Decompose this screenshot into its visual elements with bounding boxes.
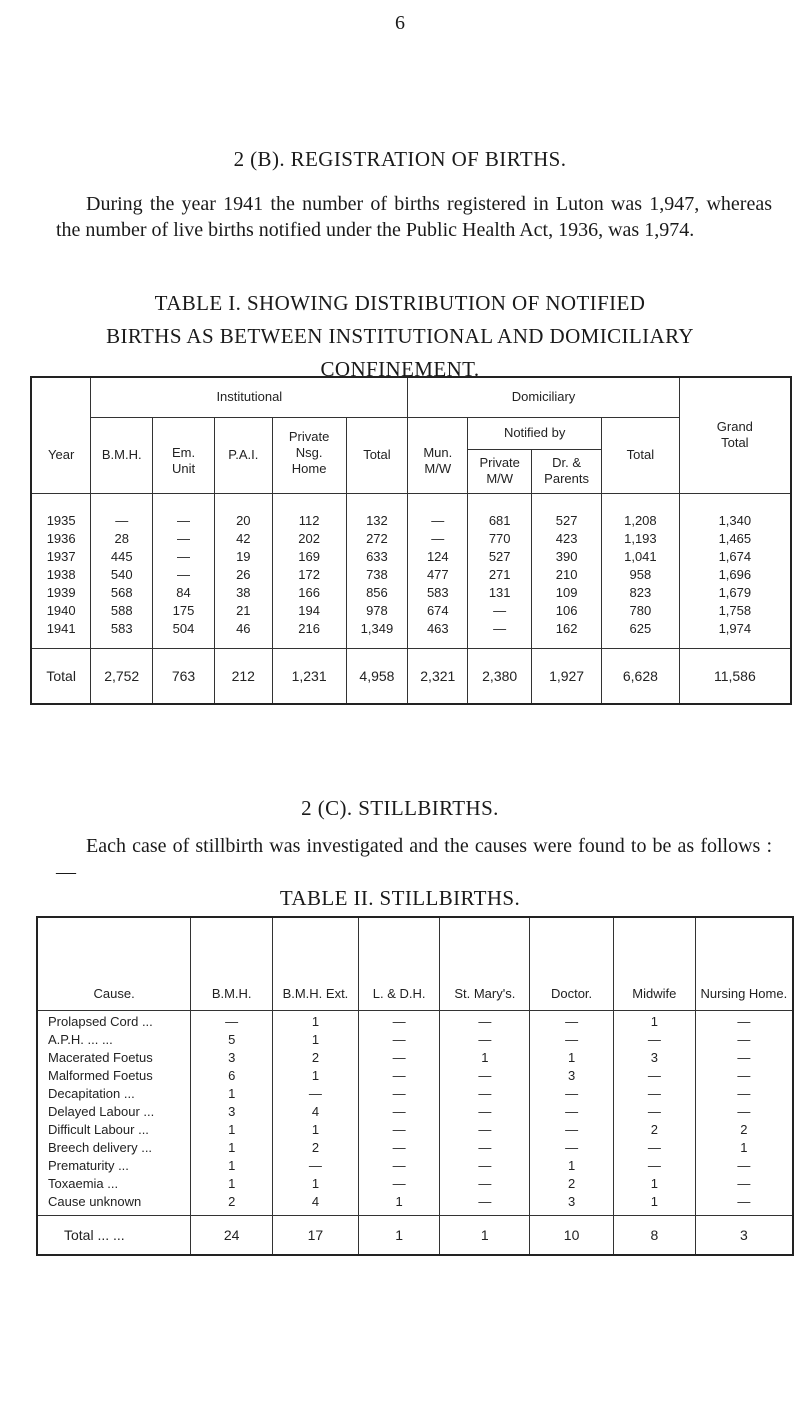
table-births-distribution <box>30 376 792 705</box>
table-row <box>37 1011 793 1032</box>
cell-year: 1937 <box>31 548 91 566</box>
header-bmh-ext: B.M.H. Ext. <box>273 917 359 1011</box>
cell-year: 1939 <box>31 584 91 602</box>
cell-bmh-ext: 1 <box>273 1175 359 1193</box>
cell-cause: A.P.H. ... ... <box>37 1031 191 1049</box>
cell-bmh: 1 <box>191 1157 273 1175</box>
cell-inst-total: 633 <box>346 548 408 566</box>
cell-pai: 26 <box>214 566 272 584</box>
cell-l-and-dh: — <box>358 1067 440 1085</box>
table-row <box>37 1067 793 1085</box>
cell-bmh: 1 <box>191 1139 273 1157</box>
cell-doctor: — <box>530 1085 614 1103</box>
cell-dom-total: 1,041 <box>602 548 680 566</box>
cell-bmh-ext: 4 <box>273 1103 359 1121</box>
cell-mun-mw: 124 <box>408 548 468 566</box>
cell-l-and-dh: — <box>358 1085 440 1103</box>
table-row <box>31 602 791 620</box>
cell-bmh: 28 <box>91 530 153 548</box>
cell-private-nsg-home: 202 <box>272 530 346 548</box>
cell-bmh: 445 <box>91 548 153 566</box>
cell-grand-total: 1,696 <box>679 566 791 584</box>
cell-grand-total: 1,974 <box>679 620 791 649</box>
total-bmh-ext: 17 <box>273 1216 359 1256</box>
total-em-unit: 763 <box>153 648 215 704</box>
cell-st-marys: — <box>440 1175 530 1193</box>
total-dom-total: 6,628 <box>602 648 680 704</box>
cell-st-marys: — <box>440 1085 530 1103</box>
total-grand-total: 11,586 <box>679 648 791 704</box>
total-doctor: 10 <box>530 1216 614 1256</box>
total-mun-mw: 2,321 <box>408 648 468 704</box>
cell-cause: Toxaemia ... <box>37 1175 191 1193</box>
cell-midwife: — <box>613 1139 695 1157</box>
cell-inst-total: 856 <box>346 584 408 602</box>
table-stillbirths <box>36 916 794 1256</box>
cell-year: 1936 <box>31 530 91 548</box>
header-dr-parents: Dr. & Parents <box>532 449 602 493</box>
cell-nursing-home: — <box>695 1157 793 1175</box>
total-cause: Total ... ... <box>37 1216 191 1256</box>
cell-doctor: — <box>530 1031 614 1049</box>
total-bmh: 2,752 <box>91 648 153 704</box>
cell-bmh: 3 <box>191 1049 273 1067</box>
cell-midwife: — <box>613 1031 695 1049</box>
cell-year: 1938 <box>31 566 91 584</box>
header-doctor: Doctor. <box>530 917 614 1011</box>
cell-nursing-home: — <box>695 1085 793 1103</box>
cell-bmh: 568 <box>91 584 153 602</box>
cell-bmh-ext: 1 <box>273 1121 359 1139</box>
table-row <box>37 1049 793 1067</box>
cell-year: 1935 <box>31 493 91 530</box>
total-year: Total <box>31 648 91 704</box>
cell-mun-mw: 674 <box>408 602 468 620</box>
cell-grand-total: 1,674 <box>679 548 791 566</box>
total-inst-total: 4,958 <box>346 648 408 704</box>
cell-bmh-ext: 2 <box>273 1049 359 1067</box>
cell-st-marys: — <box>440 1103 530 1121</box>
total-l-and-dh: 1 <box>358 1216 440 1256</box>
cell-bmh: 588 <box>91 602 153 620</box>
cell-bmh-ext: 1 <box>273 1031 359 1049</box>
cell-cause: Delayed Labour ... <box>37 1103 191 1121</box>
header-domiciliary: Domiciliary <box>408 377 679 417</box>
cell-private-mw: 131 <box>468 584 532 602</box>
total-private-nsg-home: 1,231 <box>272 648 346 704</box>
table2-total-row <box>37 1216 793 1256</box>
cell-mun-mw: 583 <box>408 584 468 602</box>
total-private-mw: 2,380 <box>468 648 532 704</box>
cell-cause: Breech delivery ... <box>37 1139 191 1157</box>
cell-doctor: 3 <box>530 1067 614 1085</box>
cell-st-marys: — <box>440 1067 530 1085</box>
cell-pai: 38 <box>214 584 272 602</box>
cell-inst-total: 738 <box>346 566 408 584</box>
header-mun-mw: Mun. M/W <box>408 417 468 493</box>
table-row <box>37 1175 793 1193</box>
cell-private-mw: 770 <box>468 530 532 548</box>
cell-year: 1940 <box>31 602 91 620</box>
cell-nursing-home: 1 <box>695 1139 793 1157</box>
cell-bmh: 2 <box>191 1193 273 1216</box>
cell-doctor: — <box>530 1011 614 1032</box>
cell-bmh-ext: 4 <box>273 1193 359 1216</box>
cell-l-and-dh: — <box>358 1011 440 1032</box>
table1-title-line-3: CONFINEMENT. <box>320 357 480 381</box>
cell-l-and-dh: — <box>358 1121 440 1139</box>
cell-mun-mw: — <box>408 493 468 530</box>
cell-cause: Macerated Foetus <box>37 1049 191 1067</box>
header-dom-total: Total <box>602 417 680 493</box>
section-c-heading: 2 (C). STILLBIRTHS. <box>301 796 499 820</box>
header-inst-total: Total <box>346 417 408 493</box>
cell-cause: Prematurity ... <box>37 1157 191 1175</box>
cell-grand-total: 1,758 <box>679 602 791 620</box>
cell-bmh: — <box>91 493 153 530</box>
cell-grand-total: 1,465 <box>679 530 791 548</box>
total-dr-parents: 1,927 <box>532 648 602 704</box>
cell-dom-total: 1,193 <box>602 530 680 548</box>
cell-doctor: — <box>530 1103 614 1121</box>
cell-midwife: 1 <box>613 1175 695 1193</box>
cell-l-and-dh: — <box>358 1031 440 1049</box>
cell-l-and-dh: — <box>358 1157 440 1175</box>
cell-em-unit: — <box>153 493 215 530</box>
cell-midwife: — <box>613 1103 695 1121</box>
cell-cause: Difficult Labour ... <box>37 1121 191 1139</box>
cell-dr-parents: 527 <box>532 493 602 530</box>
cell-dom-total: 823 <box>602 584 680 602</box>
cell-nursing-home: — <box>695 1193 793 1216</box>
cell-bmh-ext: — <box>273 1157 359 1175</box>
cell-em-unit: 504 <box>153 620 215 649</box>
header-year: Year <box>31 377 91 493</box>
cell-private-nsg-home: 166 <box>272 584 346 602</box>
header-grand-total: Grand Total <box>679 377 791 493</box>
cell-cause: Decapitation ... <box>37 1085 191 1103</box>
cell-dr-parents: 423 <box>532 530 602 548</box>
cell-st-marys: — <box>440 1121 530 1139</box>
header-cause: Cause. <box>37 917 191 1011</box>
cell-pai: 20 <box>214 493 272 530</box>
cell-midwife: 1 <box>613 1193 695 1216</box>
cell-midwife: — <box>613 1067 695 1085</box>
cell-private-nsg-home: 216 <box>272 620 346 649</box>
cell-nursing-home: — <box>695 1011 793 1032</box>
cell-doctor: — <box>530 1139 614 1157</box>
table-row <box>37 1157 793 1175</box>
cell-dom-total: 1,208 <box>602 493 680 530</box>
total-pai: 212 <box>214 648 272 704</box>
cell-dom-total: 958 <box>602 566 680 584</box>
header-bmh: B.M.H. <box>191 917 273 1011</box>
cell-em-unit: — <box>153 566 215 584</box>
table-row <box>37 1031 793 1049</box>
section-c-paragraph: Each case of stillbirth was investigated and the causes were found to be as follows :— <box>56 835 772 883</box>
cell-inst-total: 272 <box>346 530 408 548</box>
cell-private-nsg-home: 169 <box>272 548 346 566</box>
cell-private-mw: 681 <box>468 493 532 530</box>
cell-cause: Malformed Foetus <box>37 1067 191 1085</box>
cell-private-mw: — <box>468 620 532 649</box>
table-row <box>31 566 791 584</box>
cell-nursing-home: 2 <box>695 1121 793 1139</box>
header-midwife: Midwife <box>613 917 695 1011</box>
cell-dr-parents: 109 <box>532 584 602 602</box>
cell-mun-mw: 477 <box>408 566 468 584</box>
cell-dr-parents: 210 <box>532 566 602 584</box>
table-row <box>37 1193 793 1216</box>
header-institutional: Institutional <box>91 377 408 417</box>
table-row <box>37 1085 793 1103</box>
header-pai: P.A.I. <box>214 417 272 493</box>
cell-bmh: 540 <box>91 566 153 584</box>
cell-st-marys: — <box>440 1031 530 1049</box>
cell-bmh-ext: 2 <box>273 1139 359 1157</box>
table-row <box>37 1103 793 1121</box>
cell-doctor: 2 <box>530 1175 614 1193</box>
cell-cause: Prolapsed Cord ... <box>37 1011 191 1032</box>
total-bmh: 24 <box>191 1216 273 1256</box>
table-row <box>31 530 791 548</box>
cell-dr-parents: 390 <box>532 548 602 566</box>
cell-l-and-dh: — <box>358 1175 440 1193</box>
total-midwife: 8 <box>613 1216 695 1256</box>
header-bmh: B.M.H. <box>91 417 153 493</box>
cell-dr-parents: 162 <box>532 620 602 649</box>
cell-midwife: — <box>613 1157 695 1175</box>
cell-st-marys: 1 <box>440 1049 530 1067</box>
cell-mun-mw: 463 <box>408 620 468 649</box>
cell-private-mw: 527 <box>468 548 532 566</box>
cell-em-unit: 84 <box>153 584 215 602</box>
cell-pai: 42 <box>214 530 272 548</box>
cell-st-marys: — <box>440 1139 530 1157</box>
cell-l-and-dh: — <box>358 1139 440 1157</box>
cell-inst-total: 978 <box>346 602 408 620</box>
cell-private-nsg-home: 172 <box>272 566 346 584</box>
cell-bmh: 1 <box>191 1121 273 1139</box>
cell-st-marys: — <box>440 1157 530 1175</box>
header-private-mw: Private M/W <box>468 449 532 493</box>
cell-doctor: 1 <box>530 1049 614 1067</box>
cell-em-unit: — <box>153 530 215 548</box>
cell-bmh: 1 <box>191 1085 273 1103</box>
cell-cause: Cause unknown <box>37 1193 191 1216</box>
cell-doctor: 1 <box>530 1157 614 1175</box>
table-row <box>37 1121 793 1139</box>
cell-midwife: 3 <box>613 1049 695 1067</box>
table1-title-line-1: TABLE I. SHOWING DISTRIBUTION OF NOTIFIED <box>154 291 646 315</box>
cell-inst-total: 1,349 <box>346 620 408 649</box>
cell-pai: 21 <box>214 602 272 620</box>
cell-bmh-ext: — <box>273 1085 359 1103</box>
cell-bmh: 3 <box>191 1103 273 1121</box>
cell-doctor: 3 <box>530 1193 614 1216</box>
cell-bmh: — <box>191 1011 273 1032</box>
cell-l-and-dh: 1 <box>358 1193 440 1216</box>
cell-bmh-ext: 1 <box>273 1067 359 1085</box>
cell-nursing-home: — <box>695 1175 793 1193</box>
total-nursing-home: 3 <box>695 1216 793 1256</box>
page-number: 6 <box>395 12 405 34</box>
cell-inst-total: 132 <box>346 493 408 530</box>
section-b-paragraph: During the year 1941 the number of births registered in Luton was 1,947, whereas the number of live births notified under the Public Health Act, 1936, was 1,974. <box>56 193 772 241</box>
header-private-nsg-home: Private Nsg. Home <box>272 417 346 493</box>
table2-title: TABLE II. STILLBIRTHS. <box>279 886 521 910</box>
table-row <box>31 620 791 649</box>
table1-total-row <box>31 648 791 704</box>
cell-grand-total: 1,679 <box>679 584 791 602</box>
cell-nursing-home: — <box>695 1049 793 1067</box>
table-row <box>31 548 791 566</box>
cell-nursing-home: — <box>695 1031 793 1049</box>
cell-em-unit: 175 <box>153 602 215 620</box>
cell-year: 1941 <box>31 620 91 649</box>
cell-midwife: 2 <box>613 1121 695 1139</box>
section-b-heading: 2 (B). REGISTRATION OF BIRTHS. <box>233 147 567 171</box>
cell-doctor: — <box>530 1121 614 1139</box>
cell-bmh: 1 <box>191 1175 273 1193</box>
total-st-marys: 1 <box>440 1216 530 1256</box>
header-notified-by: Notified by <box>468 417 602 449</box>
cell-mun-mw: — <box>408 530 468 548</box>
header-em-unit: Em. Unit <box>153 417 215 493</box>
cell-pai: 46 <box>214 620 272 649</box>
cell-grand-total: 1,340 <box>679 493 791 530</box>
cell-st-marys: — <box>440 1193 530 1216</box>
cell-em-unit: — <box>153 548 215 566</box>
cell-l-and-dh: — <box>358 1049 440 1067</box>
header-nursing-home: Nursing Home. <box>695 917 793 1011</box>
table-row <box>31 493 791 530</box>
header-st-marys: St. Mary's. <box>440 917 530 1011</box>
cell-private-nsg-home: 194 <box>272 602 346 620</box>
cell-bmh-ext: 1 <box>273 1011 359 1032</box>
cell-midwife: — <box>613 1085 695 1103</box>
cell-dom-total: 625 <box>602 620 680 649</box>
cell-dom-total: 780 <box>602 602 680 620</box>
header-l-and-dh: L. & D.H. <box>358 917 440 1011</box>
cell-private-mw: — <box>468 602 532 620</box>
cell-midwife: 1 <box>613 1011 695 1032</box>
table-row <box>31 584 791 602</box>
cell-nursing-home: — <box>695 1067 793 1085</box>
cell-l-and-dh: — <box>358 1103 440 1121</box>
cell-st-marys: — <box>440 1011 530 1032</box>
cell-nursing-home: — <box>695 1103 793 1121</box>
cell-dr-parents: 106 <box>532 602 602 620</box>
table1-title-line-2: BIRTHS AS BETWEEN INSTITUTIONAL AND DOMICILIARY <box>106 324 694 348</box>
cell-bmh: 5 <box>191 1031 273 1049</box>
cell-bmh: 583 <box>91 620 153 649</box>
table-row <box>37 1139 793 1157</box>
cell-private-mw: 271 <box>468 566 532 584</box>
cell-bmh: 6 <box>191 1067 273 1085</box>
cell-pai: 19 <box>214 548 272 566</box>
cell-private-nsg-home: 112 <box>272 493 346 530</box>
